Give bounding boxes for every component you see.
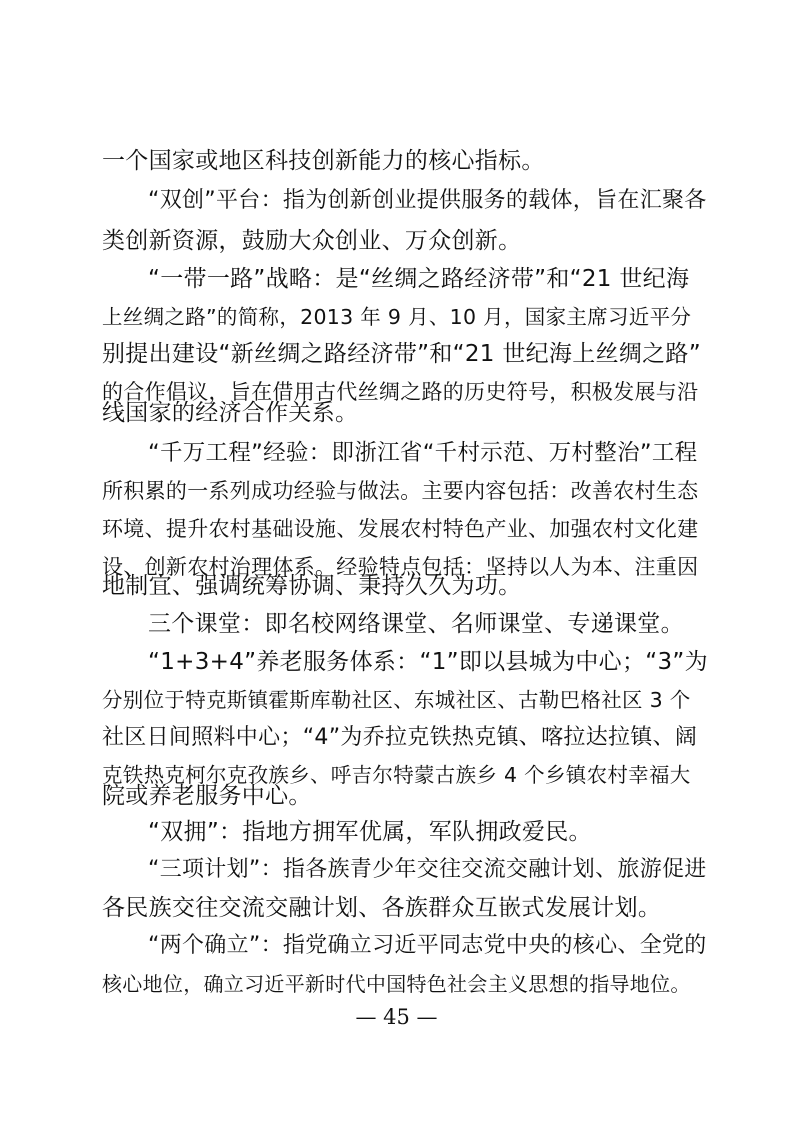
text-line: “1+3+4”养老服务体系：“1”即以县城为中心；“3”为: [148, 649, 708, 675]
text-line: 环境、提升农村基础设施、发展农村特色产业、加强农村文化建: [102, 517, 699, 541]
page-number: — 45 —: [355, 1005, 438, 1029]
text-line: 各民族交往交流交融计划、各族群众互嵌式发展计划。: [102, 895, 662, 921]
text-line: 克铁热克柯尔克孜族乡、呼吉尔特蒙古族乡 4 个乡镇农村幸福大: [102, 763, 691, 787]
text-line: 分别位于特克斯镇霍斯库勒社区、东城社区、古勒巴格社区 3 个: [102, 688, 691, 712]
text-line: 核心地位，确立习近平新时代中国特色社会主义思想的指导地位。: [102, 972, 691, 996]
text-line: “双拥”：指地方拥军优属，军队拥政爱民。: [148, 819, 592, 845]
text-line: 别提出建设“新丝绸之路经济带”和“21 世纪海上丝绸之路”: [102, 341, 701, 367]
text-line: “双创”平台：指为创新创业提供服务的载体，旨在汇聚各: [148, 188, 707, 213]
text-line: “三项计划”：指各族青少年交往交流交融计划、旅游促进: [148, 857, 707, 882]
text-line: 的合作倡议，旨在借用古代丝绸之路的历史符号，积极发展与沿: [102, 380, 699, 404]
text-line: 类创新资源，鼓励大众创业、万众创新。: [102, 228, 522, 254]
text-line: “一带一路”战略：是“丝绸之路经济带”和“21 世纪海: [148, 266, 690, 292]
text-line: 上丝绸之路”的简称，2013 年 9 月、10 月，国家主席习近平分: [102, 305, 692, 329]
text-line: 设、创新农村治理体系。经验特点包括：坚持以人为本、注重因: [102, 555, 699, 579]
text-line: “两个确立”：指党确立习近平同志党中央的核心、全党的: [148, 933, 707, 958]
text-line: 线国家的经济合作关系。: [102, 400, 359, 426]
text-line: 三个课堂：即名校网络课堂、名师课堂、专递课堂。: [148, 611, 684, 637]
text-line: 所积累的一系列成功经验与做法。主要内容包括：改善农村生态: [102, 479, 699, 503]
text-line: 院或养老服务中心。: [102, 783, 312, 809]
text-line: 社区日间照料中心；“4”为乔拉克铁热克镇、喀拉达拉镇、阔: [102, 725, 698, 750]
text-line: 一个国家或地区科技创新能力的核心指标。: [102, 148, 545, 174]
text-line: 地制宜、强调统筹协调、秉持久久为功。: [102, 573, 522, 599]
text-line: “千万工程”经验：即浙江省“千村示范、万村整治”工程: [148, 440, 698, 466]
